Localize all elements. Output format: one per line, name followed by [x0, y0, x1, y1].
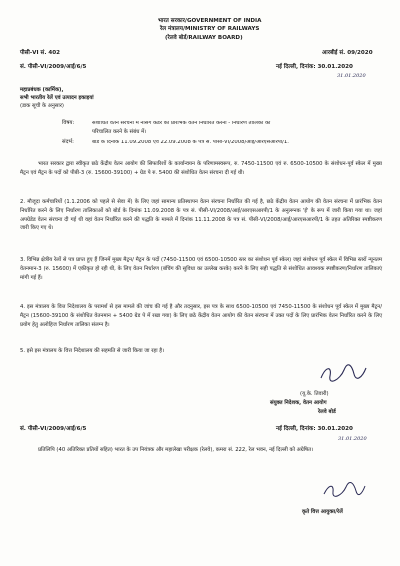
paragraph-3: 3. विभिन्न क्षेत्रीय रेलों से पत्र प्राप्त हुए हैं जिनमें मुख्य मैट्रन/ मैट्रन के पदों (7450-11500 एवं 6500-10500 स्तर का संशोधन पूर्व स्केल) जहां संशोधन पूर्व स्केल में विभिन्न स्तरों न्यूनतम वेतनमान-3 (रु. 15600) में एकीकृत हो रही थी, के लिए वेतन निर्धारण (बंचिंग की सुविधा का उल्लेख करके) करने के लिए सही पद्धति से संशोधित आवश्यक स्पष्टीकरण/निर्धारण तालिकाएं मांगी गई हैं। — [20, 257, 382, 281]
rbe-number: आरबीई सं. 09/2020 — [322, 50, 373, 56]
reference-text: बोर्ड के दिनांक 11.09.2008 एवं 22.09.2008 के पत्र सं. पीसी-VI/2008/आई/आरएसआरपी/1. — [92, 140, 289, 145]
copy-date: नई दिल्ली, दिनांक: 30.01.2020 — [276, 426, 353, 432]
addressee-line-3: (डाक सूची के अनुसार) — [20, 103, 64, 109]
signatory-name: (यू.के. तिवारी) — [300, 391, 329, 397]
subject-line-1: संशोधित वेतन संरचना में नर्सिंग कैडर का प्रारंभिक वेतन निर्धारित करना - निर्धारण तालिका को — [92, 121, 271, 126]
copy-forwarding-text: प्रतिलिपि (40 अतिरिक्त प्रतियों सहित) भारत के उप नियंत्रक और महालेखा परीक्षक (रेलवे), कमरा सं. 222, रेल भवन, नई दिल्ली को अग्रेषित। — [38, 447, 314, 453]
addressee-line-2: सभी भारतीय रेलें एवं उत्पादन इकाइयां — [20, 95, 94, 101]
issue-date: नई दिल्ली, दिनांक: 30.01.2020 — [276, 64, 353, 70]
paragraph-4: 4. इस मंत्रालय के वित्त निदेशालय के परामर्श से इस मामले की जांच की गई है और तदनुसार, इस पत्र के साथ 6500-10500 एवं 7450-11500 के संशोधन पूर्व स्केल में मुख्य मैट्रन/ मैट्रन (15600-39100 के संशोधित वेतनमान + 5400 ग्रेड पे में रखा गया) के लिए छठे केंद्रीय वेतन आयोग की वेतन संरचना में उक्त पदों के लिए प्रारंभिक वेतन निर्धारित करने के लिए प्रयोग हेतु अलोहिज निर्धारण तालिका संलग्न है। — [20, 304, 382, 328]
signature-mark — [318, 362, 368, 384]
subject-line-2: परिचालित करने के संबंध में। — [92, 129, 147, 135]
paragraph-5: 5. इसे इस मंत्रालय के वित्त निदेशालय की सहमति से जारी किया जा रहा है। — [20, 348, 165, 354]
signatory-office: रेलवे बोर्ड — [318, 409, 336, 415]
header-line-3: (रेलवे बोर्ड/RAILWAY BOARD) — [165, 35, 243, 41]
paragraph-1: भारत सरकार द्वारा स्वीकृत छठे केंद्रीय वेतन आयोग की सिफारिशों के कार्यान्वयन के परिणामस्वरूप, रु. 7450-11500 एवं रु. 6500-10500 के संशोधन-पूर्व स्केल में मुख्य मैट्रन एवं मैट्रन के पदों को पीबी-3 (रु. 15600-39100) + ग्रेड पे रु. 5400 की संशोधित वेतन संरचना दी गई थी। — [20, 161, 382, 176]
header-line-2: रेल मंत्रालय/MINISTRY OF RAILWAYS — [160, 26, 260, 32]
signatory-designation: संयुक्त निदेशक, वेतन आयोग — [270, 400, 327, 406]
reference-label: संदर्भ: — [62, 139, 74, 145]
copy-handwritten-date: 31.01.2020 — [338, 436, 367, 442]
copy-signature-mark — [322, 481, 366, 499]
addressee-line-1: महाप्रबंधक (कार्मिक), — [20, 87, 64, 93]
file-number: सं. पीसी-VI/2009/आई/6/5 — [20, 64, 87, 70]
copy-closing: कृते वित्त आयुक्त/रेलें — [302, 509, 343, 515]
header-line-1: भारत सरकार/GOVERNMENT OF INDIA — [158, 18, 262, 24]
paragraph-2: 2. मौजूदा कर्मचारियों (1.1.2006 को पहले से सेवा में) के लिए जहां सामान्य प्रतिस्थापन वेतन संरचना निर्धारित की गई है, छठे केंद्रीय वेतन आयोग की वेतन संरचना में प्रारंभिक वेतन निर्धारित करने के लिए निर्धारण तालिकाओं को बोर्ड के दिनांक 11.09.2008 के पत्र सं. पीसी-VI/2008/आई/आरएसआरपी/1 के अनुलग्नक 'ई' के रूप में जारी किया गया था। जहां अपग्रेडेड वेतन संरचना दी गई थी वहां वेतन निर्धारित करने की पद्धति के मामले में दिनांक 11.11.2008 के पत्र सं. पीसी-VI/2008/आई/आरएसआरपी/1 के तहत अतिरिक्त स्पष्टीकरण जारी किए गए थे। — [20, 199, 382, 232]
subject-label: विषय: — [62, 120, 75, 126]
copy-file-number: सं. पीसी-VI/2009/आई/6/5 — [20, 426, 87, 432]
pc-number: पीसी-VI सं. 402 — [20, 50, 61, 56]
handwritten-date: 31.01.2020 — [337, 73, 366, 79]
